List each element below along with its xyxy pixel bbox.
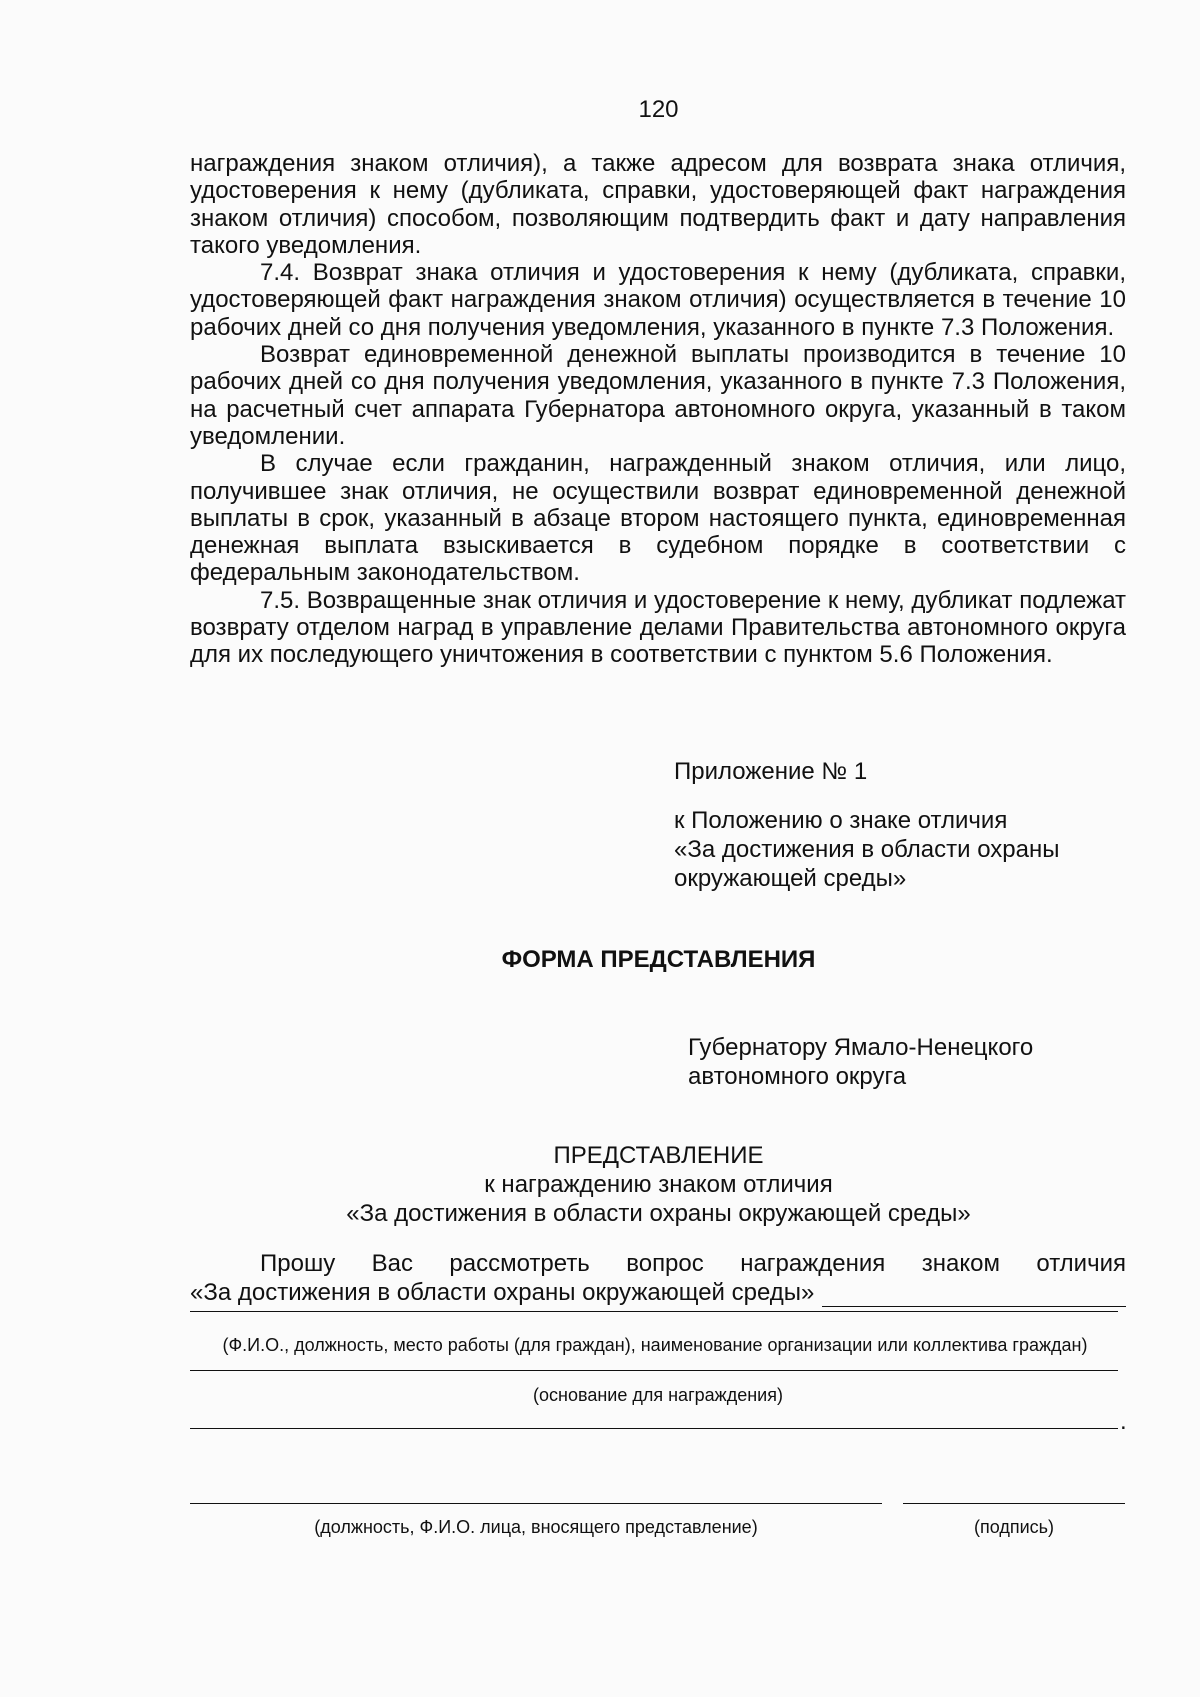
submitter-fill-line[interactable] bbox=[190, 1503, 882, 1504]
paragraph: Возврат единовременной денежной выплаты производится в течение 10 рабочих дней со дня получения уведомления, указанного в пункте 7.3 Положения, на расчетный счет аппарата Губернатора автономного округа, указанный в таком уведомлении. bbox=[190, 341, 1126, 450]
representation-subtitle: к награждению знаком отличия bbox=[484, 1171, 833, 1198]
paragraph: награждения знаком отличия), а также адресом для возврата знака отличия, удостоверения к нему (дубликата, справки, удостоверяющей факт награждения знаком отличия) способом, позволяющим подтвердить факт и дату направления такого уведомления. bbox=[190, 150, 1126, 259]
request-word: отличия bbox=[1036, 1250, 1126, 1277]
addressee-block bbox=[688, 1033, 1033, 1091]
appendix-line: к Положению о знаке отличия bbox=[674, 807, 1008, 834]
addressee-line: автономного округа bbox=[688, 1063, 907, 1090]
appendix-line: «За достижения в области охраны bbox=[674, 836, 1060, 863]
request-word: Вас bbox=[371, 1250, 413, 1277]
appendix-line: окружающей среды» bbox=[674, 865, 907, 892]
request-line bbox=[190, 1278, 1126, 1307]
paragraph: 7.5. Возвращенные знак отличия и удостоверение к нему, дубликат подлежат возврату отделом наград в управление делами Правительства автономного округа для их последующего уничтожения в соответствии с пунктом 5.6 Положения. bbox=[190, 586, 1126, 669]
body-text bbox=[190, 150, 1126, 669]
submitter-caption: (должность, Ф.И.О. лица, вносящего представление) bbox=[314, 1517, 758, 1537]
request-word: знаком bbox=[921, 1250, 1000, 1277]
nominee-fill-line[interactable] bbox=[190, 1311, 1118, 1312]
representation-subtitle: «За достижения в области охраны окружающей среды» bbox=[346, 1200, 971, 1227]
basis-continuation-line[interactable] bbox=[190, 1428, 1118, 1429]
request-line bbox=[190, 1249, 1126, 1278]
request-word: Прошу bbox=[260, 1250, 336, 1277]
request-word: рассмотреть bbox=[449, 1250, 590, 1277]
trailing-dot: . bbox=[1120, 1408, 1127, 1435]
nominee-fill-line[interactable] bbox=[822, 1282, 1126, 1307]
addressee-line: Губернатору Ямало-Ненецкого bbox=[688, 1034, 1034, 1061]
representation-heading bbox=[0, 1141, 1200, 1228]
page-number: 120 bbox=[638, 96, 679, 123]
paragraph: 7.4. Возврат знака отличия и удостоверения к нему (дубликата, справки, удостоверяющей факт награждения знаком отличия) осуществляется в течение 10 рабочих дней со дня получения уведомления, указанного в пункте 7.3 Положения. bbox=[190, 259, 1126, 341]
request-word: награждения bbox=[740, 1250, 886, 1277]
paragraph: В случае если гражданин, награжденный знаком отличия, или лицо, получившее знак отличия, не осуществили возврат единовременной денежной выплаты в срок, указанный в абзаце втором настоящего пункта, единовременная денежная выплата взыскивается в судебном порядке в соответствии с федеральным законодательством. bbox=[190, 450, 1126, 587]
basis-fill-line[interactable] bbox=[190, 1370, 1118, 1371]
appendix-number: Приложение № 1 bbox=[674, 758, 868, 785]
request-award-name: «За достижения в области охраны окружающей среды» bbox=[190, 1279, 815, 1306]
fio-caption: (Ф.И.О., должность, место работы (для граждан), наименование организации или коллектива граждан) bbox=[222, 1335, 1088, 1355]
signature-caption: (подпись) bbox=[973, 1517, 1055, 1537]
representation-title: ПРЕДСТАВЛЕНИЕ bbox=[553, 1142, 764, 1169]
basis-caption: (основание для награждения) bbox=[533, 1385, 783, 1405]
request-text bbox=[190, 1249, 1126, 1307]
form-title: ФОРМА ПРЕДСТАВЛЕНИЯ bbox=[501, 946, 816, 973]
appendix-block bbox=[674, 757, 1059, 893]
request-word: вопрос bbox=[626, 1250, 704, 1277]
signature-fill-line[interactable] bbox=[903, 1503, 1125, 1504]
